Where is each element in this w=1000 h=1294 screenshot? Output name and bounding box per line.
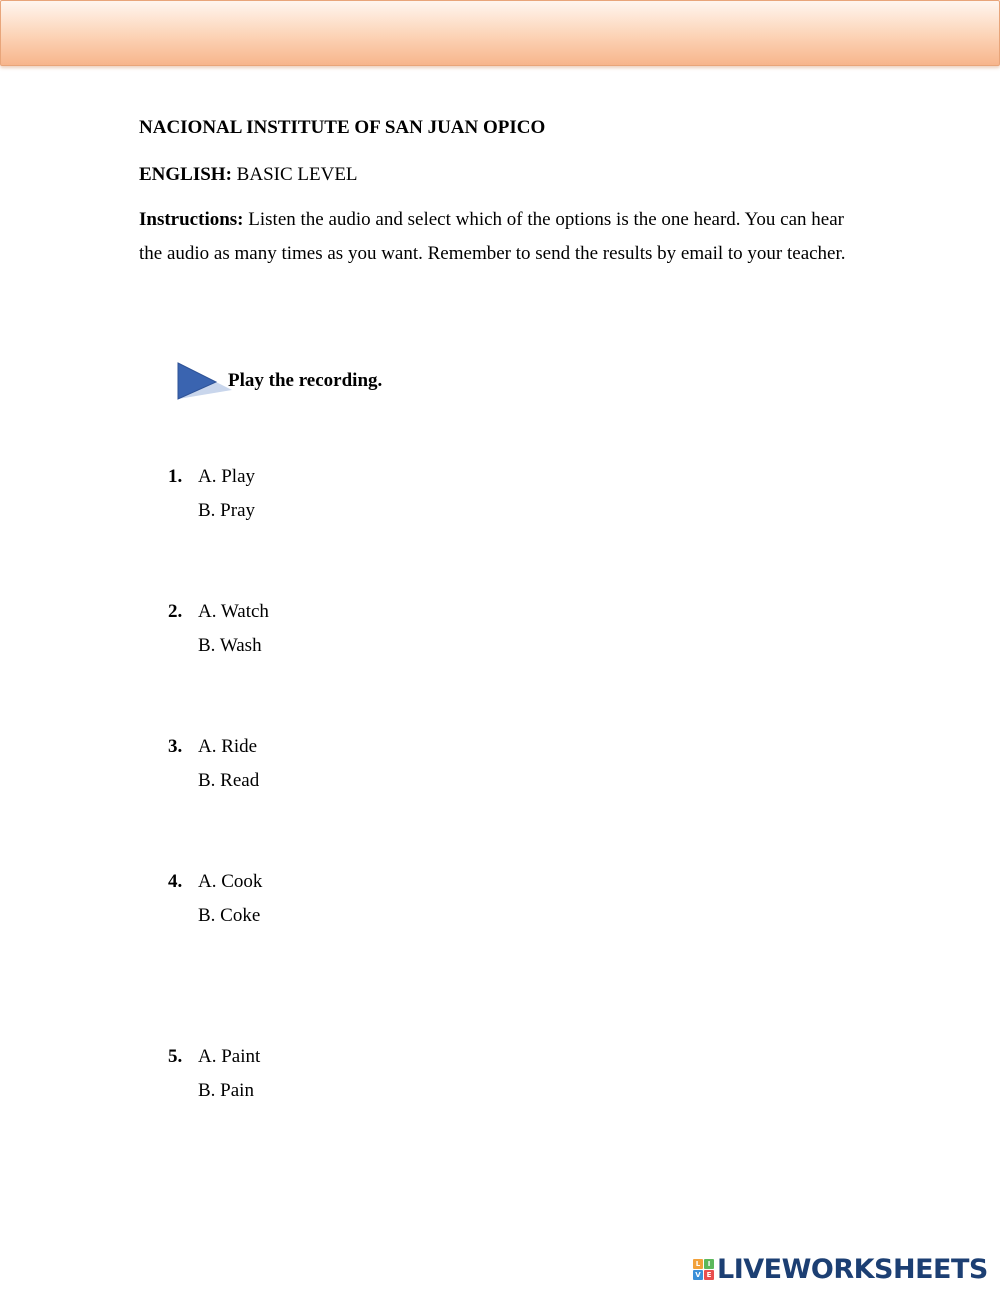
question-number: 5. bbox=[168, 1046, 183, 1067]
option-b[interactable]: B. Pain bbox=[198, 1080, 254, 1101]
header-band bbox=[0, 0, 1000, 66]
logo-tile: L bbox=[693, 1259, 703, 1269]
liveworksheets-logo bbox=[693, 1254, 988, 1284]
option-a[interactable]: A. Watch bbox=[198, 601, 269, 622]
question-number: 2. bbox=[168, 601, 183, 622]
option-b[interactable]: B. Pray bbox=[198, 500, 255, 521]
question-number: 3. bbox=[168, 736, 183, 757]
option-a[interactable]: A. Ride bbox=[198, 736, 258, 757]
play-label[interactable]: Play the recording. bbox=[228, 370, 383, 391]
document-title: NACIONAL INSTITUTE OF SAN JUAN OPICO bbox=[139, 117, 546, 138]
instructions-label: Instructions: bbox=[139, 209, 244, 230]
subject-value: BASIC LEVEL bbox=[231, 164, 358, 185]
play-recording-button[interactable] bbox=[176, 362, 382, 400]
play-triangle-icon[interactable] bbox=[176, 362, 234, 400]
option-a[interactable]: A. Cook bbox=[198, 871, 263, 892]
logo-tile: E bbox=[704, 1270, 714, 1280]
instructions-text: Listen the audio and select which of the options is the one heard. You can hear the audio as many times as you want. Remember to send the results by email to your teacher. bbox=[139, 209, 846, 264]
question-number: 4. bbox=[168, 871, 183, 892]
option-b[interactable]: B. Coke bbox=[198, 905, 261, 926]
option-b[interactable]: B. Wash bbox=[198, 635, 262, 656]
logo-tile: V bbox=[693, 1270, 703, 1280]
logo-tile: I bbox=[704, 1259, 714, 1269]
subject-label: ENGLISH: bbox=[139, 164, 232, 185]
instructions bbox=[139, 203, 859, 271]
option-a[interactable]: A. Play bbox=[198, 466, 255, 487]
question-number: 1. bbox=[168, 466, 183, 487]
option-b[interactable]: B. Read bbox=[198, 770, 260, 791]
subject-line bbox=[139, 164, 358, 186]
logo-text: LIVEWORKSHEETS bbox=[717, 1253, 988, 1285]
logo-tiles bbox=[693, 1259, 714, 1280]
option-a[interactable]: A. Paint bbox=[198, 1046, 261, 1067]
